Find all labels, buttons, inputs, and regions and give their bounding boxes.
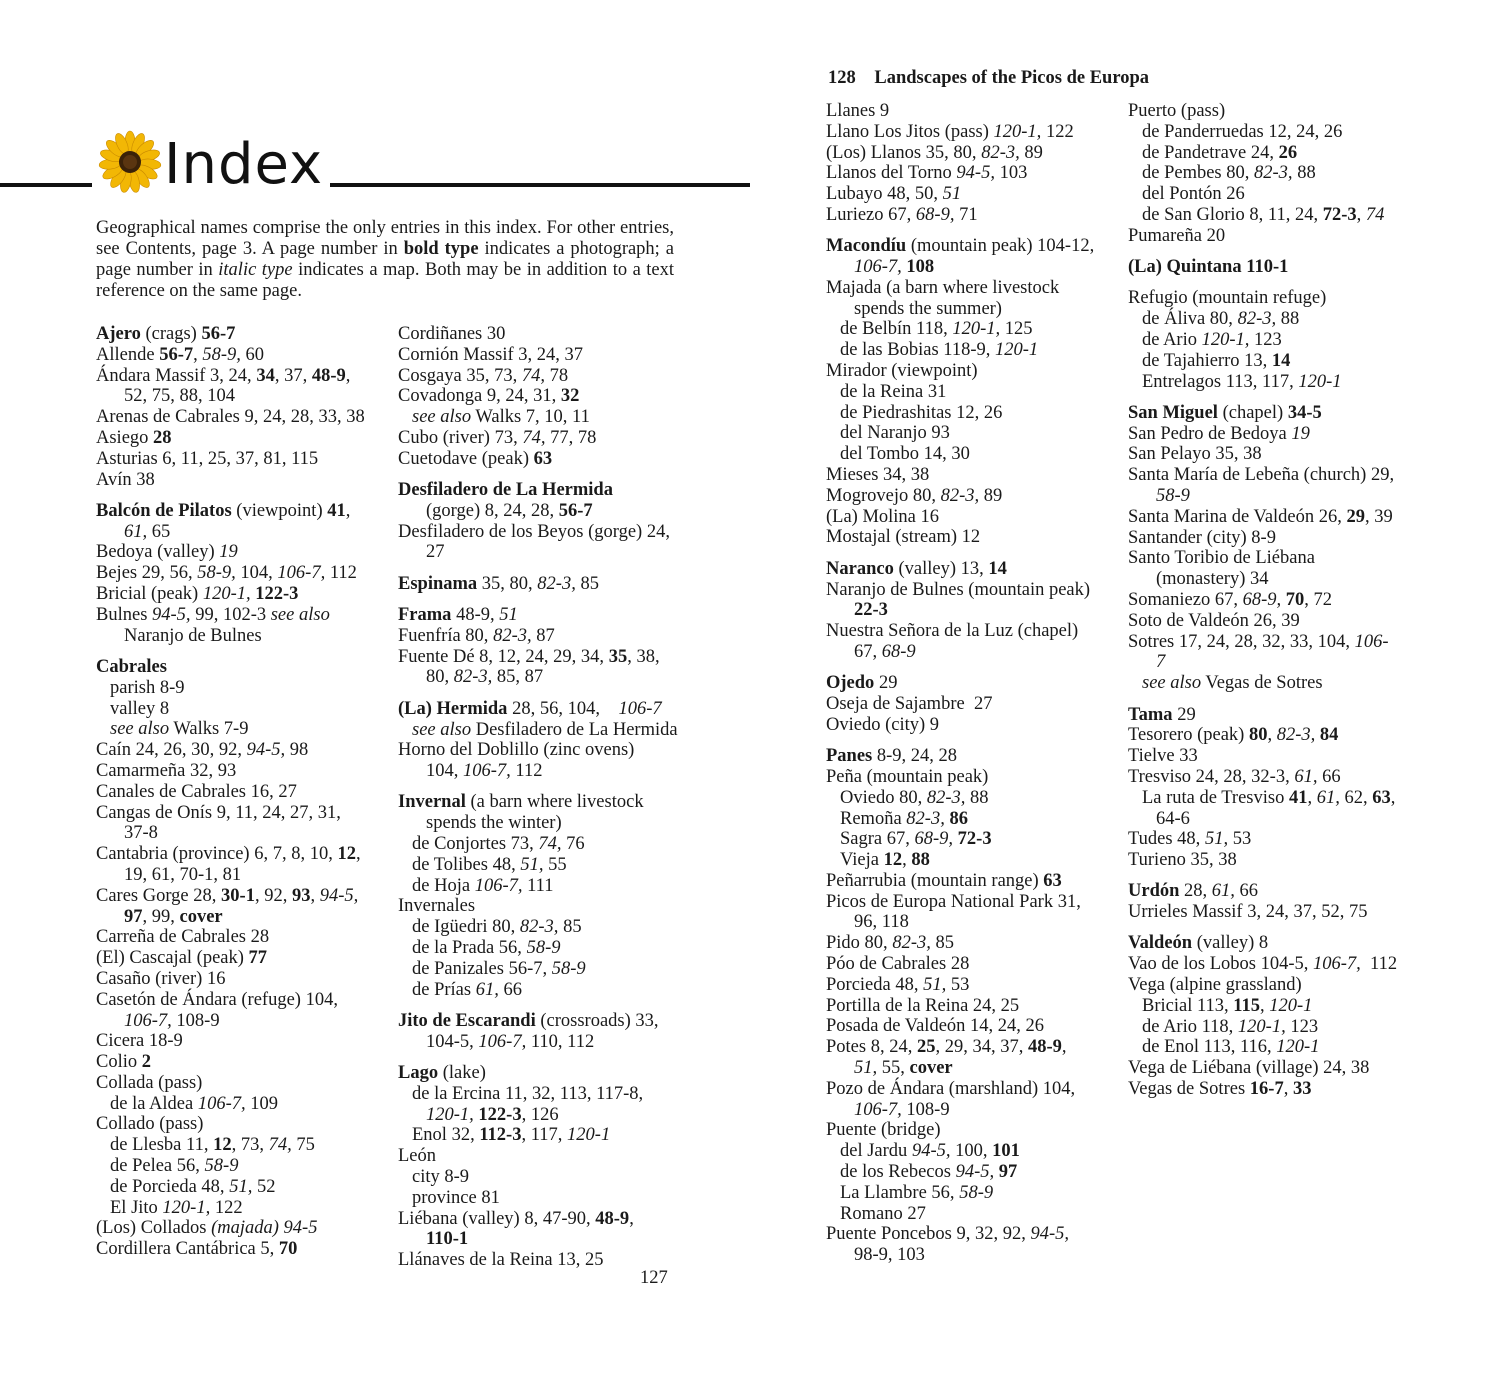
index-entry: Puente Poncebos 9, 32, 92, 94-5,: [826, 1224, 1070, 1245]
index-entry: Somaniezo 67, 68-9, 70, 72: [1128, 590, 1332, 611]
index-entry: valley 8: [110, 698, 170, 719]
index-entry: Asiego 28: [96, 427, 172, 448]
index-entry: Soto de Valdeón 26, 39: [1128, 610, 1300, 631]
index-entry: spends the winter): [426, 813, 562, 834]
index-entry: de Panizales 56-7, 58-9: [412, 958, 586, 979]
index-entry: Desfiladero de La Hermida: [398, 480, 613, 501]
index-letter-group: [826, 559, 1116, 663]
index-entry: Naranco (valley) 13, 14: [826, 558, 1007, 579]
index-entry: 106-7, 108-9: [854, 1099, 950, 1120]
index-entry: Porcieda 48, 51, 53: [826, 974, 970, 995]
index-letter-group: [1128, 101, 1418, 247]
index-entry: de Ario 118, 120-1, 123: [1142, 1016, 1319, 1037]
index-entry: Camarmeña 32, 93: [96, 760, 237, 781]
index-entry: Liébana (valley) 8, 47-90, 48-9,: [398, 1208, 634, 1229]
index-entry: Vegas de Sotres 16-7, 33: [1128, 1079, 1312, 1100]
index-entry: Santa Marina de Valdeón 26, 29, 39: [1128, 506, 1393, 527]
index-entry: Cicera 18-9: [96, 1031, 183, 1052]
index-entry: de Tolibes 48, 51, 55: [412, 854, 567, 875]
index-letter-group: [1128, 705, 1418, 871]
index-entry: Tesorero (peak) 80, 82-3, 84: [1128, 725, 1339, 746]
index-entry: Panes 8-9, 24, 28: [826, 746, 958, 767]
index-entry: see also Walks 7-9: [110, 719, 249, 740]
index-entry: Enol 32, 112-3, 117, 120-1: [412, 1125, 611, 1146]
index-column-1: [96, 324, 386, 1271]
header-page-number: 128: [828, 68, 856, 88]
index-entry: de Piedrashitas 12, 26: [840, 402, 1003, 423]
index-entry: Pozo de Ándara (marshland) 104,: [826, 1078, 1076, 1099]
index-entry: Majada (a barn where livestock: [826, 277, 1060, 298]
index-entry: Puente (bridge): [826, 1120, 941, 1141]
index-entry: de Áliva 80, 82-3, 88: [1142, 309, 1300, 330]
index-entry: de la Prada 56, 58-9: [412, 938, 561, 959]
index-entry: de Prías 61, 66: [412, 979, 522, 1000]
index-letter-group: [1128, 288, 1418, 392]
index-entry: Llánaves de la Reina 13, 25: [398, 1250, 604, 1271]
index-entry: Posada de Valdeón 14, 24, 26: [826, 1016, 1045, 1037]
index-entry: de las Bobias 118-9, 120-1: [840, 340, 1039, 361]
index-entry: Bricial 113, 115, 120-1: [1142, 995, 1313, 1016]
index-letter-group: [1128, 933, 1418, 1099]
running-header: [828, 66, 1149, 90]
index-entry: 27: [426, 542, 445, 563]
index-letter-group: [398, 699, 688, 782]
index-entry: Pido 80, 82-3, 85: [826, 933, 954, 954]
header-book-title: Landscapes of the Picos de Europa: [874, 68, 1149, 88]
index-entry: San Pedro de Bedoya 19: [1128, 423, 1310, 444]
index-entry: Bulnes 94-5, 99, 102-3 see also: [96, 604, 330, 625]
index-entry: de San Glorio 8, 11, 24, 72-3, 74: [1142, 204, 1385, 225]
index-entry: Tama 29: [1128, 704, 1196, 725]
index-entry: Colio 2: [96, 1052, 151, 1073]
index-letter-group: [96, 501, 386, 647]
index-entry: 7: [1156, 652, 1166, 673]
index-entry: Urdón 28, 61, 66: [1128, 881, 1259, 902]
index-entry: 61, 65: [124, 521, 171, 542]
index-entry: Cubo (river) 73, 74, 77, 78: [398, 427, 597, 448]
heading-rule-left: [0, 183, 92, 187]
index-entry: de la Ercina 11, 32, 113, 117-8,: [412, 1083, 644, 1104]
index-entry: Frama 48-9, 51: [398, 605, 518, 626]
index-entry: Ándara Massif 3, 24, 34, 37, 48-9,: [96, 365, 351, 386]
index-entry: Collado (pass): [96, 1114, 204, 1135]
index-entry: Casetón de Ándara (refuge) 104,: [96, 989, 338, 1010]
index-entry: 19, 61, 70-1, 81: [124, 864, 242, 885]
index-entry: Turieno 35, 38: [1128, 850, 1237, 871]
index-entry: 52, 75, 88, 104: [124, 386, 235, 407]
index-entry: Tudes 48, 51, 53: [1128, 829, 1252, 850]
index-entry: Santa María de Lebeña (church) 29,: [1128, 465, 1395, 486]
index-entry: Cares Gorge 28, 30-1, 92, 93, 94-5,: [96, 885, 359, 906]
index-entry: (El) Cascajal (peak) 77: [96, 948, 268, 969]
index-entry: La ruta de Tresviso 41, 61, 62, 63,: [1142, 787, 1396, 808]
index-entry: Jito de Escarandi (crossroads) 33,: [398, 1010, 659, 1031]
index-entry: 51, 55, cover: [854, 1058, 953, 1079]
index-letter-group: [826, 746, 1116, 1266]
index-entry: Tresviso 24, 28, 32-3, 61, 66: [1128, 766, 1341, 787]
index-entry: 104-5, 106-7, 110, 112: [426, 1031, 595, 1052]
index-entry: Avín 38: [96, 469, 155, 490]
index-entry: Espinama 35, 80, 82-3, 85: [398, 573, 599, 594]
index-entry: Cordillera Cantábrica 5, 70: [96, 1239, 298, 1260]
index-entry: Llanos del Torno 94-5, 103: [826, 163, 1028, 184]
index-entry: 96, 118: [854, 912, 909, 933]
index-entry: 64-6: [1156, 808, 1190, 829]
index-entry: Portilla de la Reina 24, 25: [826, 995, 1020, 1016]
index-entry: de Enol 113, 116, 120-1: [1142, 1037, 1320, 1058]
index-entry: Allende 56-7, 58-9, 60: [96, 344, 265, 365]
index-entry: Arenas de Cabrales 9, 24, 28, 33, 38: [96, 407, 365, 428]
index-entry: Naranjo de Bulnes: [124, 625, 262, 646]
heading-rule-right: [330, 183, 750, 187]
index-entry: de Llesba 11, 12, 73, 74, 75: [110, 1135, 315, 1156]
index-entry: León: [398, 1146, 437, 1167]
index-entry: Puerto (pass): [1128, 101, 1226, 121]
index-entry: Naranjo de Bulnes (mountain peak): [826, 579, 1091, 600]
index-entry: Caín 24, 26, 30, 92, 94-5, 98: [96, 740, 309, 761]
index-entry: Cordiñanes 30: [398, 324, 506, 344]
index-entry: see also Desfiladero de La Hermida: [412, 719, 678, 740]
index-entry: del Tombo 14, 30: [840, 444, 970, 465]
index-entry: Peñarrubia (mountain range) 63: [826, 870, 1062, 891]
index-entry: Remoña 82-3, 86: [840, 808, 968, 829]
index-entry: Santo Toribio de Liébana: [1128, 548, 1315, 569]
index-entry: Ojedo 29: [826, 673, 898, 694]
index-entry: Covadonga 9, 24, 31, 32: [398, 386, 580, 407]
index-entry: Romano 27: [840, 1203, 926, 1224]
index-entry: de Porcieda 48, 51, 52: [110, 1176, 276, 1197]
index-entry: Sotres 17, 24, 28, 32, 33, 104, 106-: [1128, 631, 1389, 652]
index-entry: 67, 68-9: [854, 641, 916, 662]
index-entry: de Pandetrave 24, 26: [1142, 142, 1298, 163]
index-entry: 106-7, 108-9: [124, 1010, 220, 1031]
index-entry: Desfiladero de los Beyos (gorge) 24,: [398, 521, 670, 542]
index-column-4: [1128, 101, 1418, 1110]
index-entry: Cornión Massif 3, 24, 37: [398, 344, 583, 365]
index-entry: La Llambre 56, 58-9: [840, 1182, 994, 1203]
index-entry: (monastery) 34: [1156, 569, 1269, 590]
sunflower-icon: [98, 130, 162, 194]
index-entry: Oviedo (city) 9: [826, 714, 940, 735]
index-entry: Invernal (a barn where livestock: [398, 792, 644, 813]
index-entry: Lago (lake): [398, 1063, 486, 1083]
index-entry: Nuestra Señora de la Luz (chapel): [826, 621, 1079, 642]
index-entry: Invernales: [398, 896, 476, 917]
index-entry: Vao de los Lobos 104-5, 106-7, 112: [1128, 954, 1398, 975]
index-entry: Peña (mountain peak): [826, 766, 989, 787]
index-entry: Ajero (crags) 56-7: [96, 324, 236, 344]
index-entry: Collada (pass): [96, 1072, 203, 1093]
index-entry: (La) Quintana 110-1: [1128, 257, 1289, 278]
index-entry: 37-8: [124, 823, 158, 844]
index-entry: San Miguel (chapel) 34-5: [1128, 402, 1322, 423]
index-entry: Fuente Dé 8, 12, 24, 29, 34, 35, 38,: [398, 646, 660, 667]
index-letter-group: [96, 657, 386, 1260]
index-entry: Oviedo 80, 82-3, 88: [840, 787, 989, 808]
index-letter-group: [398, 574, 688, 595]
index-entry: de Panderruedas 12, 24, 26: [1142, 121, 1343, 142]
index-entry: Vega (alpine grassland): [1128, 975, 1302, 996]
index-entry: 80, 82-3, 85, 87: [426, 667, 544, 688]
index-entry: Luriezo 67, 68-9, 71: [826, 204, 978, 225]
index-entry: Llanes 9: [826, 101, 890, 121]
index-entry: Macondíu (mountain peak) 104-12,: [826, 236, 1095, 257]
index-entry: Asturias 6, 11, 25, 37, 81, 115: [96, 448, 319, 469]
index-entry: Potes 8, 24, 25, 29, 34, 37, 48-9,: [826, 1037, 1067, 1058]
index-entry: Llano Los Jitos (pass) 120-1, 122: [826, 121, 1074, 142]
index-entry: de Belbín 118, 120-1, 125: [840, 319, 1033, 340]
index-entry: Refugio (mountain refuge): [1128, 288, 1327, 309]
index-entry: province 81: [412, 1187, 500, 1208]
index-entry: de Conjortes 73, 74, 76: [412, 834, 585, 855]
index-entry: Mirador (viewpoint): [826, 361, 978, 382]
index-letter-group: [398, 1011, 688, 1053]
index-entry: see also Vegas de Sotres: [1142, 673, 1323, 694]
index-entry: Cuetodave (peak) 63: [398, 448, 553, 469]
index-entry: del Pontón 26: [1142, 184, 1245, 205]
index-entry: Vega de Liébana (village) 24, 38: [1128, 1058, 1370, 1079]
index-entry: Póo de Cabrales 28: [826, 954, 970, 975]
index-entry: city 8-9: [412, 1166, 470, 1187]
index-entry: (gorge) 8, 24, 28, 56-7: [426, 500, 593, 521]
index-entry: Cosgaya 35, 73, 74, 78: [398, 365, 569, 386]
index-letter-group: [398, 605, 688, 688]
index-entry: Oseja de Sajambre 27: [826, 694, 993, 715]
index-entry: Bedoya (valley) 19: [96, 542, 238, 563]
index-entry: de Ario 120-1, 123: [1142, 329, 1282, 350]
index-entry: de Igüedri 80, 82-3, 85: [412, 917, 582, 938]
index-letter-group: [398, 1063, 688, 1271]
index-entry: Valdeón (valley) 8: [1128, 933, 1269, 954]
index-entry: Casaño (river) 16: [96, 968, 226, 989]
index-entry: 110-1: [426, 1229, 469, 1250]
index-entry: de los Rebecos 94-5, 97: [840, 1162, 1018, 1183]
index-entry: 98-9, 103: [854, 1245, 925, 1266]
index-letter-group: [1128, 403, 1418, 694]
index-letter-group: [826, 673, 1116, 735]
index-entry: de Tajahierro 13, 14: [1142, 350, 1291, 371]
index-letter-group: [398, 792, 688, 1000]
intro-paragraph: Geographical names comprise the only entries in this index. For other entries, see Contents, page 3. A page number in bold type indicates a photograph; a page number in italic type indicates a map. Both may be in addition to a text reference on the same page.: [96, 218, 675, 301]
index-entry: 120-1, 122-3, 126: [426, 1104, 559, 1125]
index-entry: Canales de Cabrales 16, 27: [96, 781, 297, 802]
index-entry: Entrelagos 113, 117, 120-1: [1142, 371, 1342, 392]
index-letter-group: [1128, 257, 1418, 278]
index-entry: Horno del Doblillo (zinc ovens): [398, 740, 635, 761]
index-entry: de Hoja 106-7, 111: [412, 875, 554, 896]
index-entry: Tielve 33: [1128, 746, 1198, 767]
index-entry: Picos de Europa National Park 31,: [826, 891, 1081, 912]
index-entry: Bejes 29, 56, 58-9, 104, 106-7, 112: [96, 563, 357, 584]
index-entry: (Los) Llanos 35, 80, 82-3, 89: [826, 142, 1043, 163]
index-letter-group: [1128, 881, 1418, 923]
index-entry: 58-9: [1156, 486, 1190, 507]
index-entry: Urrieles Massif 3, 24, 37, 52, 75: [1128, 902, 1368, 923]
index-entry: Mostajal (stream) 12: [826, 527, 981, 548]
index-entry: San Pelayo 35, 38: [1128, 444, 1262, 465]
index-entry: del Jardu 94-5, 100, 101: [840, 1141, 1020, 1162]
index-entry: Vieja 12, 88: [840, 850, 930, 871]
index-letter-group: [96, 324, 386, 490]
index-entry: de Pembes 80, 82-3, 88: [1142, 163, 1316, 184]
index-entry: 22-3: [854, 600, 888, 621]
index-entry: de Pelea 56, 58-9: [110, 1156, 239, 1177]
index-entry: Balcón de Pilatos (viewpoint) 41,: [96, 500, 351, 521]
index-entry: del Naranjo 93: [840, 423, 950, 444]
index-letter-group: [398, 324, 688, 470]
index-column-3: [826, 101, 1116, 1277]
index-entry: Fuenfría 80, 82-3, 87: [398, 625, 555, 646]
index-entry: El Jito 120-1, 122: [110, 1197, 243, 1218]
index-entry: Carreña de Cabrales 28: [96, 927, 270, 948]
index-entry: Santander (city) 8-9: [1128, 527, 1276, 548]
index-entry: Cangas de Onís 9, 11, 24, 27, 31,: [96, 802, 341, 823]
index-column-2: [398, 324, 688, 1281]
index-entry: 106-7, 108: [854, 257, 935, 278]
index-entry: see also Walks 7, 10, 11: [412, 407, 590, 428]
index-entry: spends the summer): [854, 298, 1002, 319]
index-entry: parish 8-9: [110, 677, 185, 698]
index-letter-group: [826, 236, 1116, 548]
index-letter-group: [826, 101, 1116, 226]
index-entry: Pumareña 20: [1128, 225, 1226, 246]
index-entry: Cantabria (province) 6, 7, 8, 10, 12,: [96, 844, 361, 865]
index-entry: 104, 106-7, 112: [426, 761, 543, 782]
index-entry: Mogrovejo 80, 82-3, 89: [826, 485, 1003, 506]
index-entry: de la Reina 31: [840, 381, 947, 402]
index-entry: de la Aldea 106-7, 109: [110, 1093, 279, 1114]
index-entry: Lubayo 48, 50, 51: [826, 184, 962, 205]
index-entry: (Los) Collados (majada) 94-5: [96, 1218, 318, 1239]
index-letter-group: [398, 480, 688, 563]
index-entry: (La) Hermida 28, 56, 104, 106-7: [398, 698, 662, 719]
index-entry: (La) Molina 16: [826, 506, 940, 527]
index-entry: Mieses 34, 38: [826, 465, 930, 486]
index-entry: Bricial (peak) 120-1, 122-3: [96, 584, 299, 605]
index-entry: Cabrales: [96, 656, 167, 677]
index-entry: Sagra 67, 68-9, 72-3: [840, 829, 992, 850]
footer-page-number: 127: [640, 1268, 668, 1288]
index-entry: 97, 99, cover: [124, 906, 223, 927]
index-title: Index: [164, 132, 324, 197]
